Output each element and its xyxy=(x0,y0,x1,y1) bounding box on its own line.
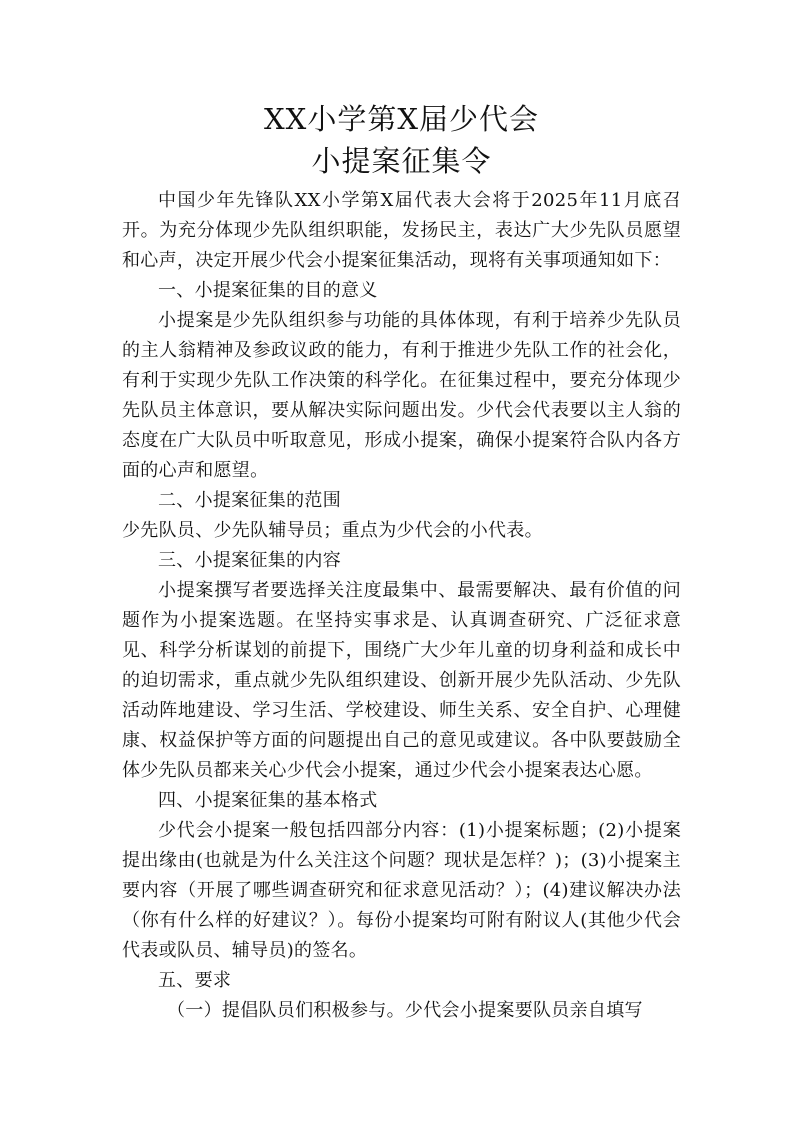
section-heading-format: 四、小提案征集的基本格式 xyxy=(158,790,378,811)
section-body-purpose: 小提案是少先队组织参与功能的具体体现，有利于培养少先队员的主人翁精神及参政议政的能力，有利于推进少先队工作的社会化，有利于实现少先队工作决策的科学化。在征集过程中，要充分体现少先队员主体意识，要从解决实际问题出发。少代会代表要以主人翁的态度在广大队员中听取意见，形成小提案，确保小提案符合队内各方面的心声和愿望。 xyxy=(122,310,681,481)
section-heading-purpose: 一、小提案征集的目的意义 xyxy=(158,280,378,301)
intro-paragraph: 中国少年先锋队XX小学第X届代表大会将于2025年11月底召开。为充分体现少先队组织职能，发扬民主，表达广大少先队员愿望和心声，决定开展少代会小提案征集活动，现将有关事项通知如下： xyxy=(122,190,681,271)
section-heading-content: 三、小提案征集的内容 xyxy=(158,550,341,571)
section-body-format: 少代会小提案一般包括四部分内容：(1)小提案标题；(2)小提案提出缘由(也就是为什么关注这个问题？现状是怎样？)；(3)小提案主要内容（开展了哪些调查研究和征求意见活动？）；(4)建议解决办法（你有什么样的好建议？）。每份小提案均可附有附议人(其他少代会代表或队员、辅导员)的签名。 xyxy=(122,820,681,961)
section-body-requirements: （一）提倡队员们积极参与。少代会小提案要队员亲自填写 xyxy=(167,1000,643,1021)
section-body-scope: 少先队员、少先队辅导员；重点为少代会的小代表。 xyxy=(122,520,543,541)
section-heading-scope: 二、小提案征集的范围 xyxy=(158,490,341,511)
document-subtitle: 小提案征集令 xyxy=(311,144,492,178)
section-body-content: 小提案撰写者要选择关注度最集中、最需要解决、最有价值的问题作为小提案选题。在坚持实事求是、认真调查研究、广泛征求意见、科学分析谋划的前提下，围绕广大少年儿童的切身利益和成长中的迫切需求，重点就少先队组织建设、创新开展少先队活动、少先队活动阵地建设、学习生活、学校建设、师生关系、安全自护、心理健康、权益保护等方面的问题提出自己的意见或建议。各中队要鼓励全体少先队员都来关心少代会小提案，通过少代会小提案表达心愿。 xyxy=(122,580,681,781)
section-heading-requirements: 五、要求 xyxy=(158,970,232,991)
document-title: XX小学第X届少代会 xyxy=(264,102,539,136)
